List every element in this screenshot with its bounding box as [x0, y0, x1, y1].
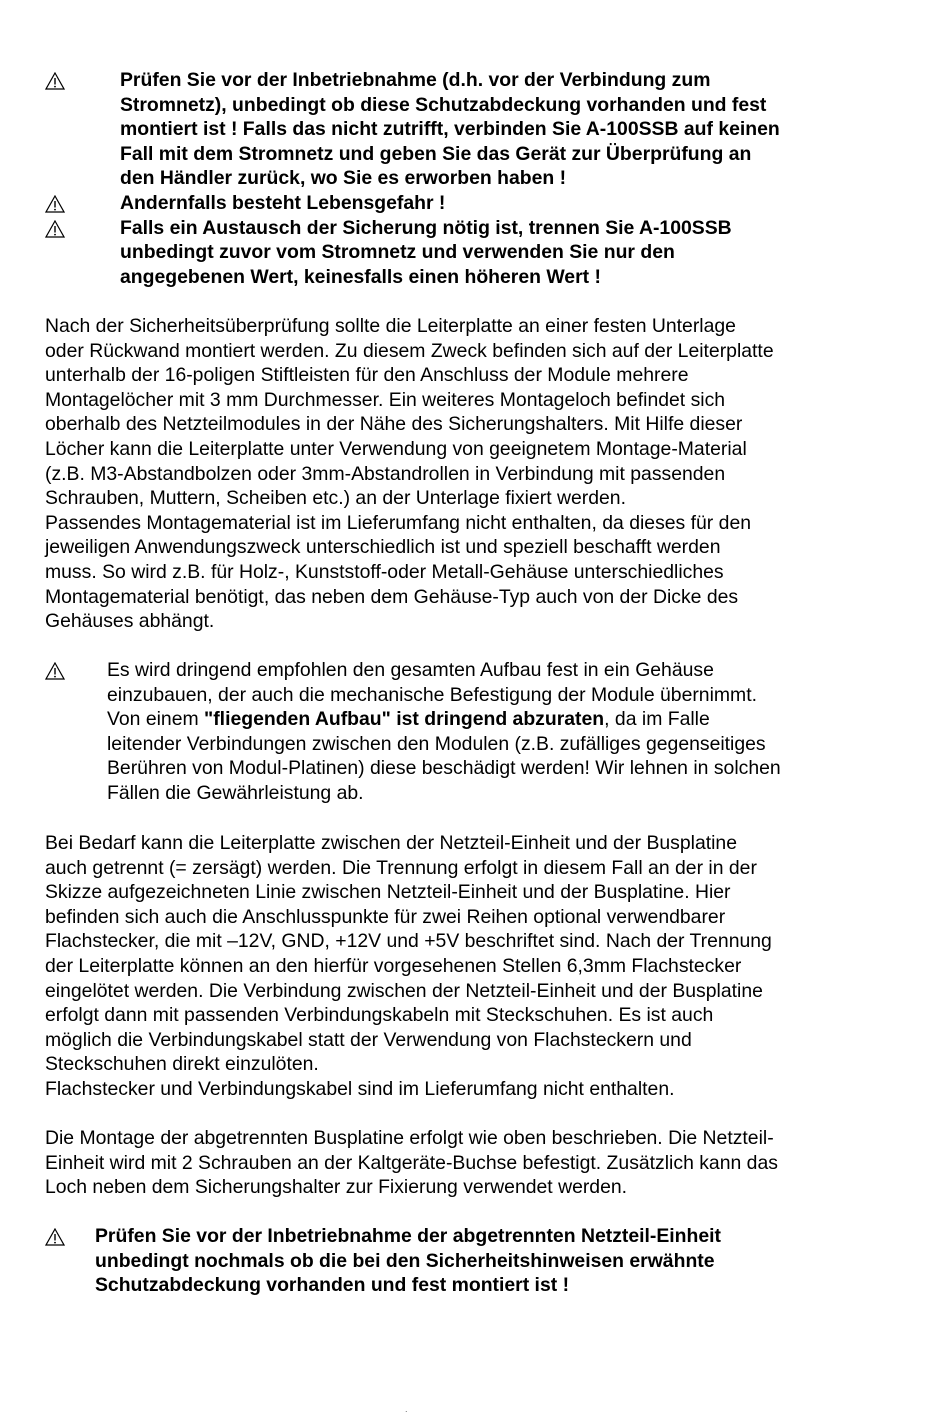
warning-text-line: Schutzabdeckung vorhanden und fest montiert ist ! — [95, 1274, 570, 1297]
warning-text-line: Prüfen Sie vor der Inbetriebnahme der abgetrennten Netzteil-Einheit — [95, 1225, 722, 1247]
text-line: auch getrennt (= zersägt) werden. Die Trennung erfolgt in diesem Fall an der in der — [45, 856, 757, 879]
text-line: muss. So wird z.B. für Holz-, Kunststoff-oder Metall-Gehäuse unterschiedliches — [45, 560, 724, 583]
warning-triangle-icon — [45, 662, 65, 680]
text-line: Loch neben dem Sicherungshalter zur Fixierung verwendet werden. — [45, 1176, 628, 1199]
warning-text-line: Falls ein Austausch der Sicherung nötig ist, trennen Sie A-100SSB — [120, 216, 732, 239]
warning-text-line: unbedingt nochmals ob die bei den Sicherheitshinweisen erwähnte — [95, 1249, 715, 1272]
text-line: oberhalb des Netzteilmodules in der Nähe des Sicherungshalters. Mit Hilfe dieser — [45, 413, 743, 436]
warning-item — [45, 658, 895, 806]
warning-emphasis: "fliegenden Aufbau" ist dringend abzuraten — [204, 708, 605, 731]
text-line: Bei Bedarf kann die Leiterplatte zwischen der Netzteil-Einheit und der Busplatine — [45, 832, 738, 854]
text-line: Flachstecker, die mit –12V, GND, +12V und +5V beschriftet sind. Nach der Trennung — [45, 930, 772, 953]
paragraph-separation — [45, 831, 905, 1102]
warning-text-line — [107, 707, 895, 732]
text-line: befinden sich auch die Anschlusspunkte für zwei Reihen optional verwendbarer — [45, 905, 726, 928]
warning-triangle-icon — [45, 1228, 65, 1246]
text-line: oder Rückwand montiert werden. Zu diesem Zweck befinden sich auf der Leiterplatte — [45, 339, 774, 362]
warning-text-line: Stromnetz), unbedingt ob diese Schutzabdeckung vorhanden und fest — [120, 93, 767, 116]
text-line: Nach der Sicherheitsüberprüfung sollte die Leiterplatte an einer festen Unterlage — [45, 315, 736, 337]
warning-text-line: unbedingt zuvor vom Stromnetz und verwenden Sie nur den — [120, 241, 675, 264]
warning-text-line: leitender Verbindungen zwischen den Modulen (z.B. zufälliges gegenseitiges — [107, 732, 766, 755]
warning-triangle-icon — [45, 72, 65, 90]
warning-block-power — [45, 68, 895, 289]
warning-text-line: Andernfalls besteht Lebensgefahr ! — [120, 191, 446, 214]
warning-triangle-icon — [45, 220, 65, 238]
text-line: Flachstecker und Verbindungskabel sind im Lieferumfang nicht enthalten. — [45, 1077, 675, 1100]
text-line: Schrauben, Muttern, Scheiben etc.) an der Unterlage fixiert werden. — [45, 487, 626, 510]
text-line: unterhalb der 16-poligen Stiftleisten für den Anschluss der Module mehrere — [45, 364, 689, 387]
text-line: Steckschuhen direkt einzulöten. — [45, 1053, 319, 1076]
warning-text-line: montiert ist ! Falls das nicht zutrifft, verbinden Sie A-100SSB auf keinen — [120, 118, 780, 141]
text-line: Montagematerial benötigt, das neben dem Gehäuse-Typ auch von der Dicke des — [45, 585, 739, 608]
warning-text-line: Berühren von Modul-Platinen) diese beschädigt werden! Wir lehnen in solchen — [107, 757, 781, 780]
warning-text-line: angegebenen Wert, keinesfalls einen höheren Wert ! — [120, 265, 601, 288]
text-line: (z.B. M3-Abstandbolzen oder 3mm-Abstandrollen in Verbindung mit passenden — [45, 462, 726, 485]
warning-text-line: den Händler zurück, wo Sie es erworben haben ! — [120, 167, 567, 190]
text-line: Gehäuses abhängt. — [45, 610, 215, 633]
warning-triangle-icon — [45, 195, 65, 213]
text-line: Passendes Montagematerial ist im Lieferumfang nicht enthalten, da dieses für den — [45, 511, 752, 534]
text-line: erfolgt dann mit passenden Verbindungskabeln mit Steckschuhen. Es ist auch — [45, 1004, 714, 1027]
warning-text-line: Prüfen Sie vor der Inbetriebnahme (d.h. vor der Verbindung zum — [120, 69, 711, 91]
text-line: Skizze aufgezeichneten Linie zwischen Netzteil-Einheit und der Busplatine. Hier — [45, 881, 731, 904]
warning-text-line: einzubauen, der auch die mechanische Befestigung der Module übernimmt. — [107, 683, 757, 706]
warning-text-segment: , da im Falle — [604, 708, 710, 731]
warning-item — [45, 191, 895, 216]
warning-block-enclosure — [45, 658, 895, 806]
text-line: Löcher kann die Leiterplatte unter Verwendung von geeignetem Montage-Material — [45, 437, 747, 460]
warning-text-line: Fall mit dem Stromnetz und geben Sie das Gerät zur Überprüfung an — [120, 142, 752, 165]
text-line: eingelötet werden. Die Verbindung zwischen der Netzteil-Einheit und der Busplatine — [45, 979, 763, 1002]
warning-text-segment: Von einem — [107, 708, 205, 731]
warning-text-line: Fällen die Gewährleistung ab. — [107, 781, 364, 804]
text-line: der Leiterplatte können an den hierfür vorgesehenen Stellen 6,3mm Flachstecker — [45, 954, 742, 977]
text-line: jeweiligen Anwendungszweck unterschiedlich ist und speziell beschafft werden — [45, 536, 721, 559]
warning-item — [45, 216, 895, 290]
text-line: Die Montage der abgetrennten Busplatine erfolgt wie oben beschrieben. Die Netzteil- — [45, 1127, 774, 1149]
paragraph-power-unit-mounting — [45, 1126, 905, 1200]
warning-item — [45, 68, 895, 191]
warning-block-recheck — [45, 1224, 895, 1298]
footer-mark: . — [405, 1404, 408, 1414]
paragraph-mounting — [45, 314, 905, 634]
text-line: möglich die Verbindungskabel statt der Verwendung von Flachsteckern und — [45, 1028, 692, 1051]
warning-item — [45, 1224, 895, 1298]
text-line: Einheit wird mit 2 Schrauben an der Kaltgeräte-Buchse befestigt. Zusätzlich kann das — [45, 1151, 778, 1174]
text-line: Montagelöcher mit 3 mm Durchmesser. Ein weiteres Montageloch befindet sich — [45, 388, 726, 411]
warning-text-line: Es wird dringend empfohlen den gesamten Aufbau fest in ein Gehäuse — [107, 659, 714, 681]
